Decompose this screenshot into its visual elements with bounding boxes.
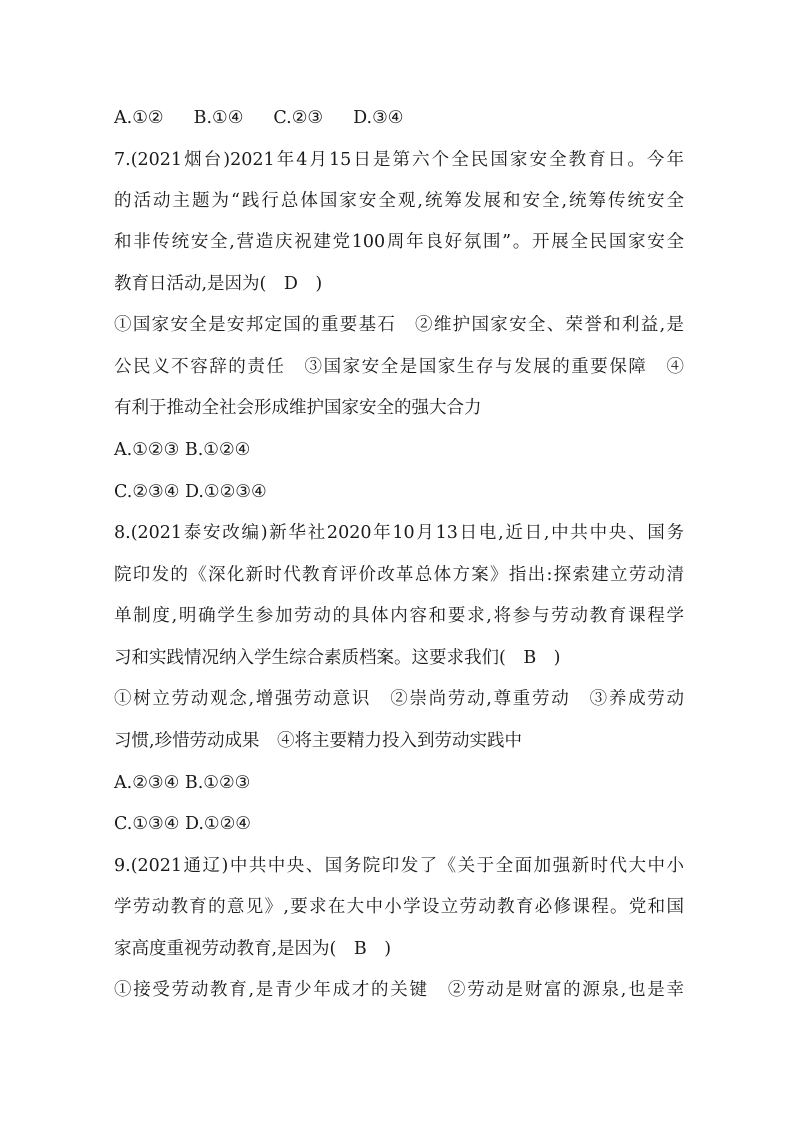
q9-stem-line-2: 学劳动教育的意见》,要求在大中小学设立劳动教育必修课程。党和国 [114, 897, 684, 917]
q7-statement-line-2: 公民义不容辞的责任 ③国家安全是国家生存与发展的重要保障 ④ [114, 357, 684, 377]
q7-statement-line-3: 有利于推动全社会形成维护国家安全的强大合力 [114, 398, 482, 418]
q7-statement-line-1: ①国家安全是安邦定国的重要基石 ②维护国家安全、荣誉和利益,是 [114, 315, 684, 335]
q7-stem-line-2: 的活动主题为“践行总体国家安全观,统筹发展和安全,统筹传统安全 [114, 191, 684, 211]
q6-option-a: A.①② [114, 108, 164, 128]
q7-stem-line-3: 和非传统安全,营造庆祝建党100周年良好氛围”。开展全民国家安全 [114, 232, 684, 252]
q9-stem-line-3: 家高度重视劳动教育,是因为( B ) [114, 939, 392, 959]
q7-stem-line-4: 教育日活动,是因为( D ) [114, 274, 323, 294]
q6-option-b: B.①④ [193, 108, 244, 128]
q7-options-line-1: A.①②③ B.①②④ [114, 440, 251, 460]
q7-options-line-2: C.②③④ D.①②③④ [114, 482, 267, 502]
q8-statement-line-1: ①树立劳动观念,增强劳动意识 ②崇尚劳动,尊重劳动 ③养成劳动 [114, 689, 684, 709]
q6-options [114, 106, 433, 130]
q8-stem-line-3: 单制度,明确学生参加劳动的具体内容和要求,将参与劳动教育课程学 [114, 606, 684, 626]
q9-statement-line-1: ①接受劳动教育,是青少年成才的关键 ②劳动是财富的源泉,也是幸 [114, 980, 684, 1000]
q9-stem-line-1: 9.(2021通辽)中共中央、国务院印发了《关于全面加强新时代大中小 [114, 856, 684, 876]
q8-stem-line-2: 院印发的《深化新时代教育评价改革总体方案》指出:探索建立劳动清 [114, 565, 684, 585]
q6-option-d: D.③④ [353, 108, 404, 128]
q8-stem-line-1: 8.(2021泰安改编)新华社2020年10月13日电,近日,中共中央、国务 [114, 523, 684, 543]
q6-option-c: C.②③ [273, 108, 324, 128]
q8-statement-line-2: 习惯,珍惜劳动成果 ④将主要精力投入到劳动实践中 [114, 731, 523, 751]
q8-stem-line-4: 习和实践情况纳入学生综合素质档案。这要求我们( B ) [114, 648, 561, 668]
q8-options-line-1: A.②③④ B.①②③ [114, 773, 251, 793]
q7-stem-line-1: 7.(2021烟台)2021年4月15日是第六个全民国家安全教育日。今年 [114, 150, 684, 170]
q8-options-line-2: C.①③④ D.①②④ [114, 814, 251, 834]
